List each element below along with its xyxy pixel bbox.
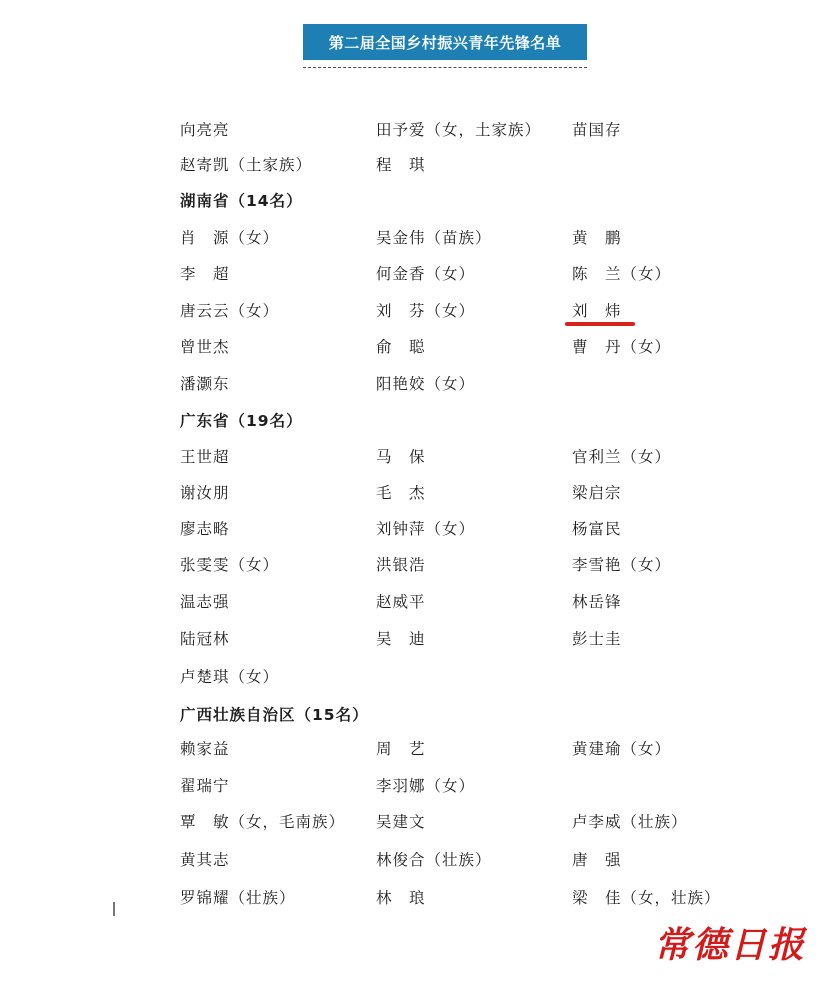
name-entry: 潘灏东 (180, 375, 230, 393)
name-entry: 杨富民 (572, 520, 622, 538)
name-row (180, 226, 780, 250)
name-entry: 曹 丹（女） (572, 338, 672, 356)
name-row (180, 153, 780, 177)
name-entry: 张雯雯（女） (180, 556, 280, 574)
name-entry: 黄 鹏 (572, 229, 622, 247)
name-entry: 唐云云（女） (180, 302, 280, 320)
province-heading: 广西壮族自治区（15名） (180, 706, 369, 724)
name-entry: 刘 芬（女） (376, 302, 476, 320)
name-row (180, 299, 780, 323)
name-entry: 黄建瑜（女） (572, 740, 672, 758)
name-entry: 李雪艳（女） (572, 556, 672, 574)
name-entry: 田予爱（女，土家族） (376, 121, 542, 139)
name-entry: 陆冠林 (180, 630, 230, 648)
province-heading: 湖南省（14名） (180, 192, 303, 210)
name-row (180, 517, 780, 541)
name-row (180, 372, 780, 396)
name-entry: 彭士圭 (572, 630, 622, 648)
name-entry: 刘 炜 (572, 302, 622, 320)
name-row (180, 118, 780, 142)
name-entry: 黄其志 (180, 851, 230, 869)
name-entry: 官利兰（女） (572, 448, 672, 466)
name-entry: 刘钟萍（女） (376, 520, 476, 538)
name-entry: 程 琪 (376, 156, 426, 174)
list-title-banner (303, 24, 587, 68)
name-entry: 陈 兰（女） (572, 265, 672, 283)
name-entry: 王世超 (180, 448, 230, 466)
name-entry: 卢楚琪（女） (180, 668, 280, 686)
name-entry: 赵寄凯（土家族） (180, 156, 313, 174)
name-entry: 阳艳姣（女） (376, 375, 476, 393)
name-entry: 廖志略 (180, 520, 230, 538)
name-entry: 李羽娜（女） (376, 777, 476, 795)
name-row (180, 335, 780, 359)
name-entry: 赖家益 (180, 740, 230, 758)
name-row (180, 262, 780, 286)
name-row (180, 737, 780, 761)
name-entry: 吴金伟（苗族） (376, 229, 492, 247)
title-dashed-rule (303, 67, 587, 68)
name-row (180, 774, 780, 798)
name-entry: 赵威平 (376, 593, 426, 611)
name-entry: 洪银浩 (376, 556, 426, 574)
name-row (180, 810, 780, 834)
name-row (180, 553, 780, 577)
name-entry: 翟瑞宁 (180, 777, 230, 795)
name-entry: 苗国存 (572, 121, 622, 139)
name-entry: 温志强 (180, 593, 230, 611)
name-entry: 罗锦耀（壮族） (180, 889, 296, 907)
name-entry: 曾世杰 (180, 338, 230, 356)
name-entry: 唐 强 (572, 851, 622, 869)
name-row (180, 886, 780, 910)
name-entry: 林俊合（壮族） (376, 851, 492, 869)
name-entry: 梁启宗 (572, 484, 622, 502)
red-underline-highlight (565, 322, 635, 326)
name-entry: 俞 聪 (376, 338, 426, 356)
name-entry: 林 琅 (376, 889, 426, 907)
province-heading: 广东省（19名） (180, 412, 303, 430)
margin-tick-mark (113, 902, 115, 916)
name-entry: 卢李威（壮族） (572, 813, 688, 831)
name-row (180, 665, 780, 689)
name-row (180, 848, 780, 872)
name-entry: 周 艺 (376, 740, 426, 758)
name-row (180, 445, 780, 469)
name-entry: 吴 迪 (376, 630, 426, 648)
name-entry: 梁 佳（女，壮族） (572, 889, 721, 907)
name-entry: 谢汝朋 (180, 484, 230, 502)
name-entry: 向亮亮 (180, 121, 230, 139)
name-entry: 林岳锋 (572, 593, 622, 611)
name-entry: 何金香（女） (376, 265, 476, 283)
name-entry: 毛 杰 (376, 484, 426, 502)
list-title: 第二届全国乡村振兴青年先锋名单 (303, 24, 587, 60)
name-row (180, 590, 780, 614)
name-entry: 马 保 (376, 448, 426, 466)
name-row (180, 627, 780, 651)
name-row (180, 481, 780, 505)
name-entry: 吴建文 (376, 813, 426, 831)
name-entry: 肖 源（女） (180, 229, 280, 247)
name-entry: 覃 敏（女，毛南族） (180, 813, 346, 831)
newspaper-watermark-logo: 常德日报 (653, 924, 806, 966)
name-entry: 李 超 (180, 265, 230, 283)
